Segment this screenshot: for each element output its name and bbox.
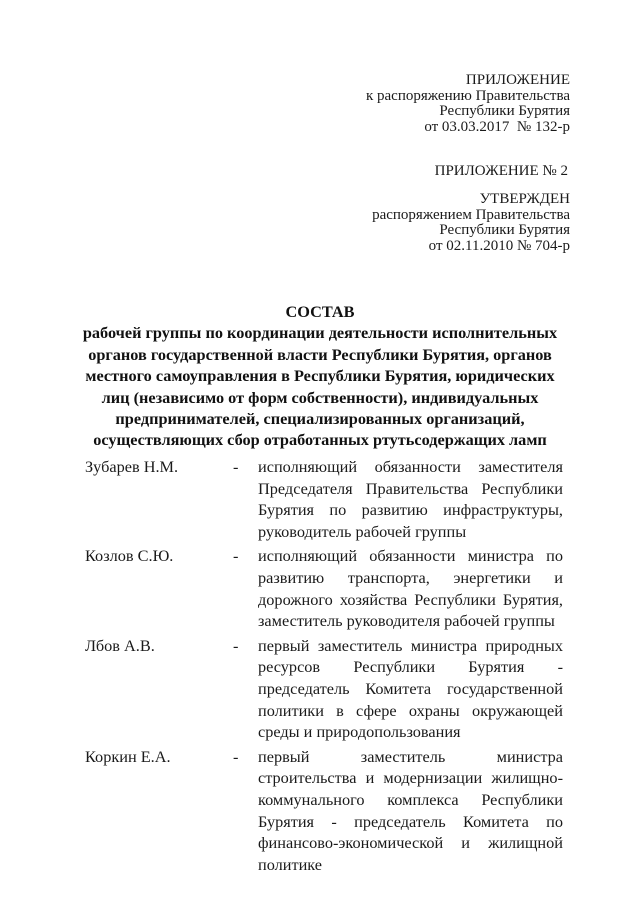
member-role: первый заместитель министра природных ресурсов Республики Бурятия - председатель Комитета государственной политики в сфере охраны окружающей среды и природопользования [258,635,563,742]
appendix-reference-line: Республики Бурятия [439,103,570,120]
approval-block [372,192,570,254]
member-name: Коркин Е.А. [85,746,171,766]
appendix-reference-block [366,73,570,135]
member-row [85,635,563,743]
member-row [85,545,563,631]
member-name: Лбов А.В. [85,635,155,655]
member-row [85,456,563,542]
member-name: Козлов С.Ю. [85,546,174,566]
appendix-reference-line: к распоряжению Правительства [365,87,570,104]
appendix-reference-line: ПРИЛОЖЕНИЕ [465,72,570,88]
member-row [85,746,563,876]
member-role: первый заместитель министра строительства и модернизации жилищно-коммунального комплекса Республики Бурятия - председатель Комитета по финансово-экономической и жилищной политике [258,746,563,874]
member-role: исполняющий обязанности заместителя Председателя Правительства Республики Бурятия по развитию инфраструктуры, руководитель рабочей группы [258,457,563,541]
title-heading: СОСТАВ [285,302,355,321]
member-name: Зубарев Н.М. [85,457,179,476]
approval-line: УТВЕРЖДЕН [479,191,570,207]
approval-line: распоряжением Правительства [372,206,570,223]
approval-line: от 02.11.2010 № 704-р [428,237,570,254]
dash-separator: - [233,457,239,476]
title-subtitle: рабочей группы по координации деятельности исполнительных органов государственной власти Республики Бурятия, органов местного самоуправления в Республики Бурятия, юридических лиц (независимо от форм собственности), индивидуальных предпринимателей, специализированных организаций, осуществляющих сбор отработанных ртутьсодержащих ламп [82,323,558,450]
dash-separator: - [233,635,239,655]
appendix-number: ПРИЛОЖЕНИЕ № 2 [434,163,568,179]
appendix-reference-line: от 03.03.2017 № 132-р [424,118,570,135]
dash-separator: - [233,546,239,566]
members-list [85,456,563,878]
document-title-block [80,301,560,451]
approval-line: Республики Бурятия [439,222,570,239]
dash-separator: - [233,746,239,766]
member-role: исполняющий обязанности министра по развитию транспорта, энергетики и дорожного хозяйства Республики Бурятия, заместитель руководителя рабочей группы [258,546,563,631]
